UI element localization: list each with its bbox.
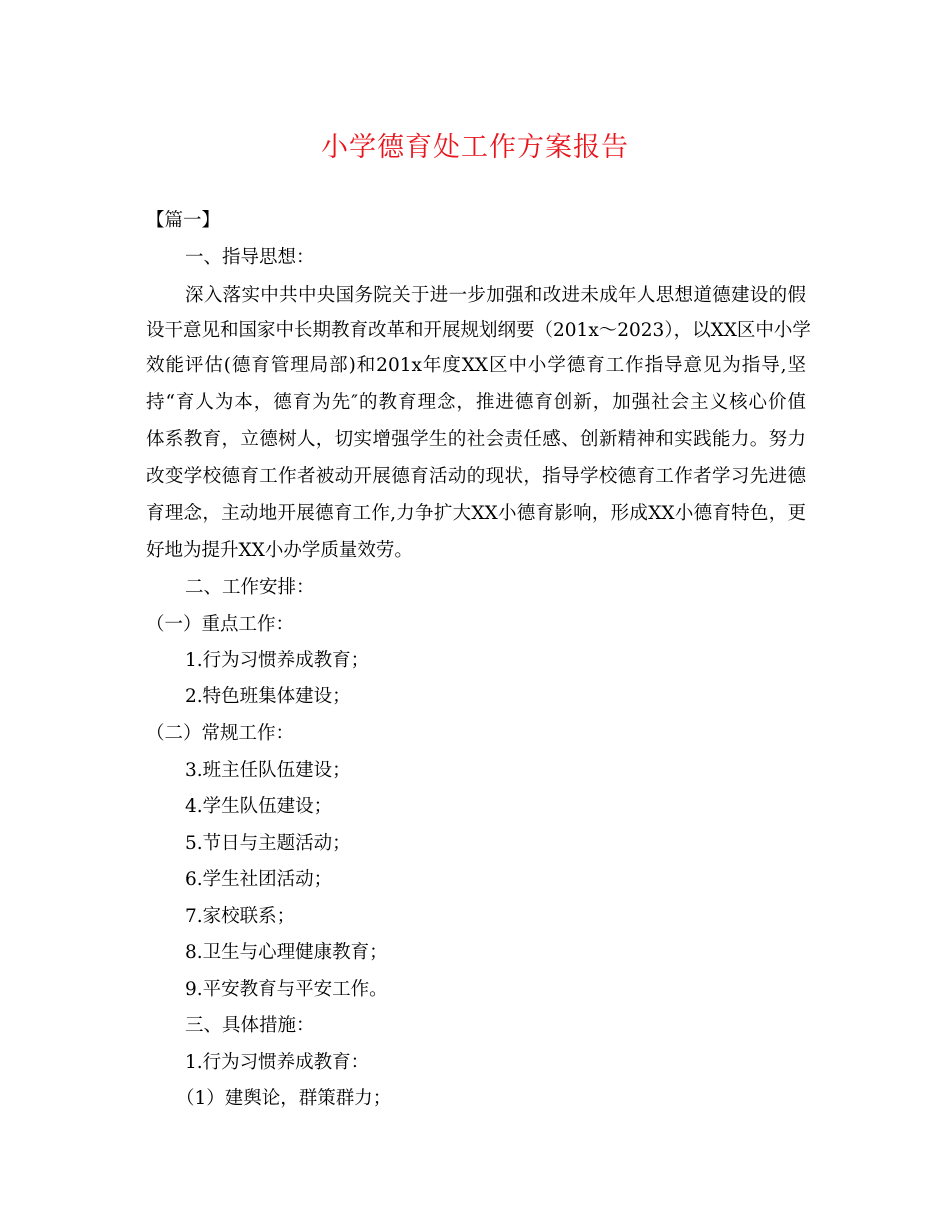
list-item: 7.家校联系； bbox=[185, 906, 296, 927]
list-item: 5.节日与主题活动； bbox=[185, 833, 351, 854]
subheading-key-work: （一）重点工作： bbox=[146, 614, 295, 635]
paragraph-line: 育理念，主动地开展德育工作,力争扩大XX小德育影响，形成XX小德育特色，更 bbox=[146, 503, 806, 524]
paragraph-line: 体系教育，立德树人，切实增强学生的社会责任感、创新精神和实践能力。努力 bbox=[146, 429, 806, 450]
paragraph-line: 设干意见和国家中长期教育改革和开展规划纲要（201x～2023），以XX区中小学 bbox=[146, 320, 811, 341]
paragraph-line: 好地为提升XX小办学质量效劳。 bbox=[146, 540, 413, 561]
list-item: 1.行为习惯养成教育； bbox=[185, 650, 370, 671]
list-item: 9.平安教育与平安工作。 bbox=[185, 979, 388, 1000]
subheading-routine-work: （二）常规工作： bbox=[146, 723, 295, 744]
heading-work-arrangement: 二、工作安排： bbox=[185, 577, 315, 598]
paragraph-line: 持“育人为本，德育为先″的教育理念，推进德育创新，加强社会主义核心价值 bbox=[146, 392, 806, 413]
paragraph-line: 改变学校德育工作者被动开展德育活动的现状，指导学校德育工作者学习先进德 bbox=[146, 466, 806, 487]
section-label: 【篇一】 bbox=[146, 210, 221, 231]
list-item: 4.学生队伍建设； bbox=[185, 796, 333, 817]
measure-item: 1.行为习惯养成教育： bbox=[185, 1052, 370, 1073]
document-title: 小学德育处工作方案报告 bbox=[321, 132, 629, 163]
heading-specific-measures: 三、具体措施： bbox=[185, 1015, 315, 1036]
list-item: 3.班主任队伍建设； bbox=[185, 760, 351, 781]
heading-guiding-ideology: 一、指导思想： bbox=[185, 247, 315, 268]
measure-subitem: （1）建舆论，群策群力； bbox=[176, 1088, 392, 1109]
list-item: 2.特色班集体建设； bbox=[185, 686, 351, 707]
list-item: 6.学生社团活动； bbox=[185, 869, 333, 890]
paragraph-line: 深入落实中共中央国务院关于进一步加强和改进未成年人思想道德建设的假 bbox=[185, 285, 806, 306]
paragraph-line: 效能评估(德育管理局部)和201x年度XX区中小学德育工作指导意见为指导,坚 bbox=[146, 355, 806, 376]
list-item: 8.卫生与心理健康教育； bbox=[185, 942, 388, 963]
